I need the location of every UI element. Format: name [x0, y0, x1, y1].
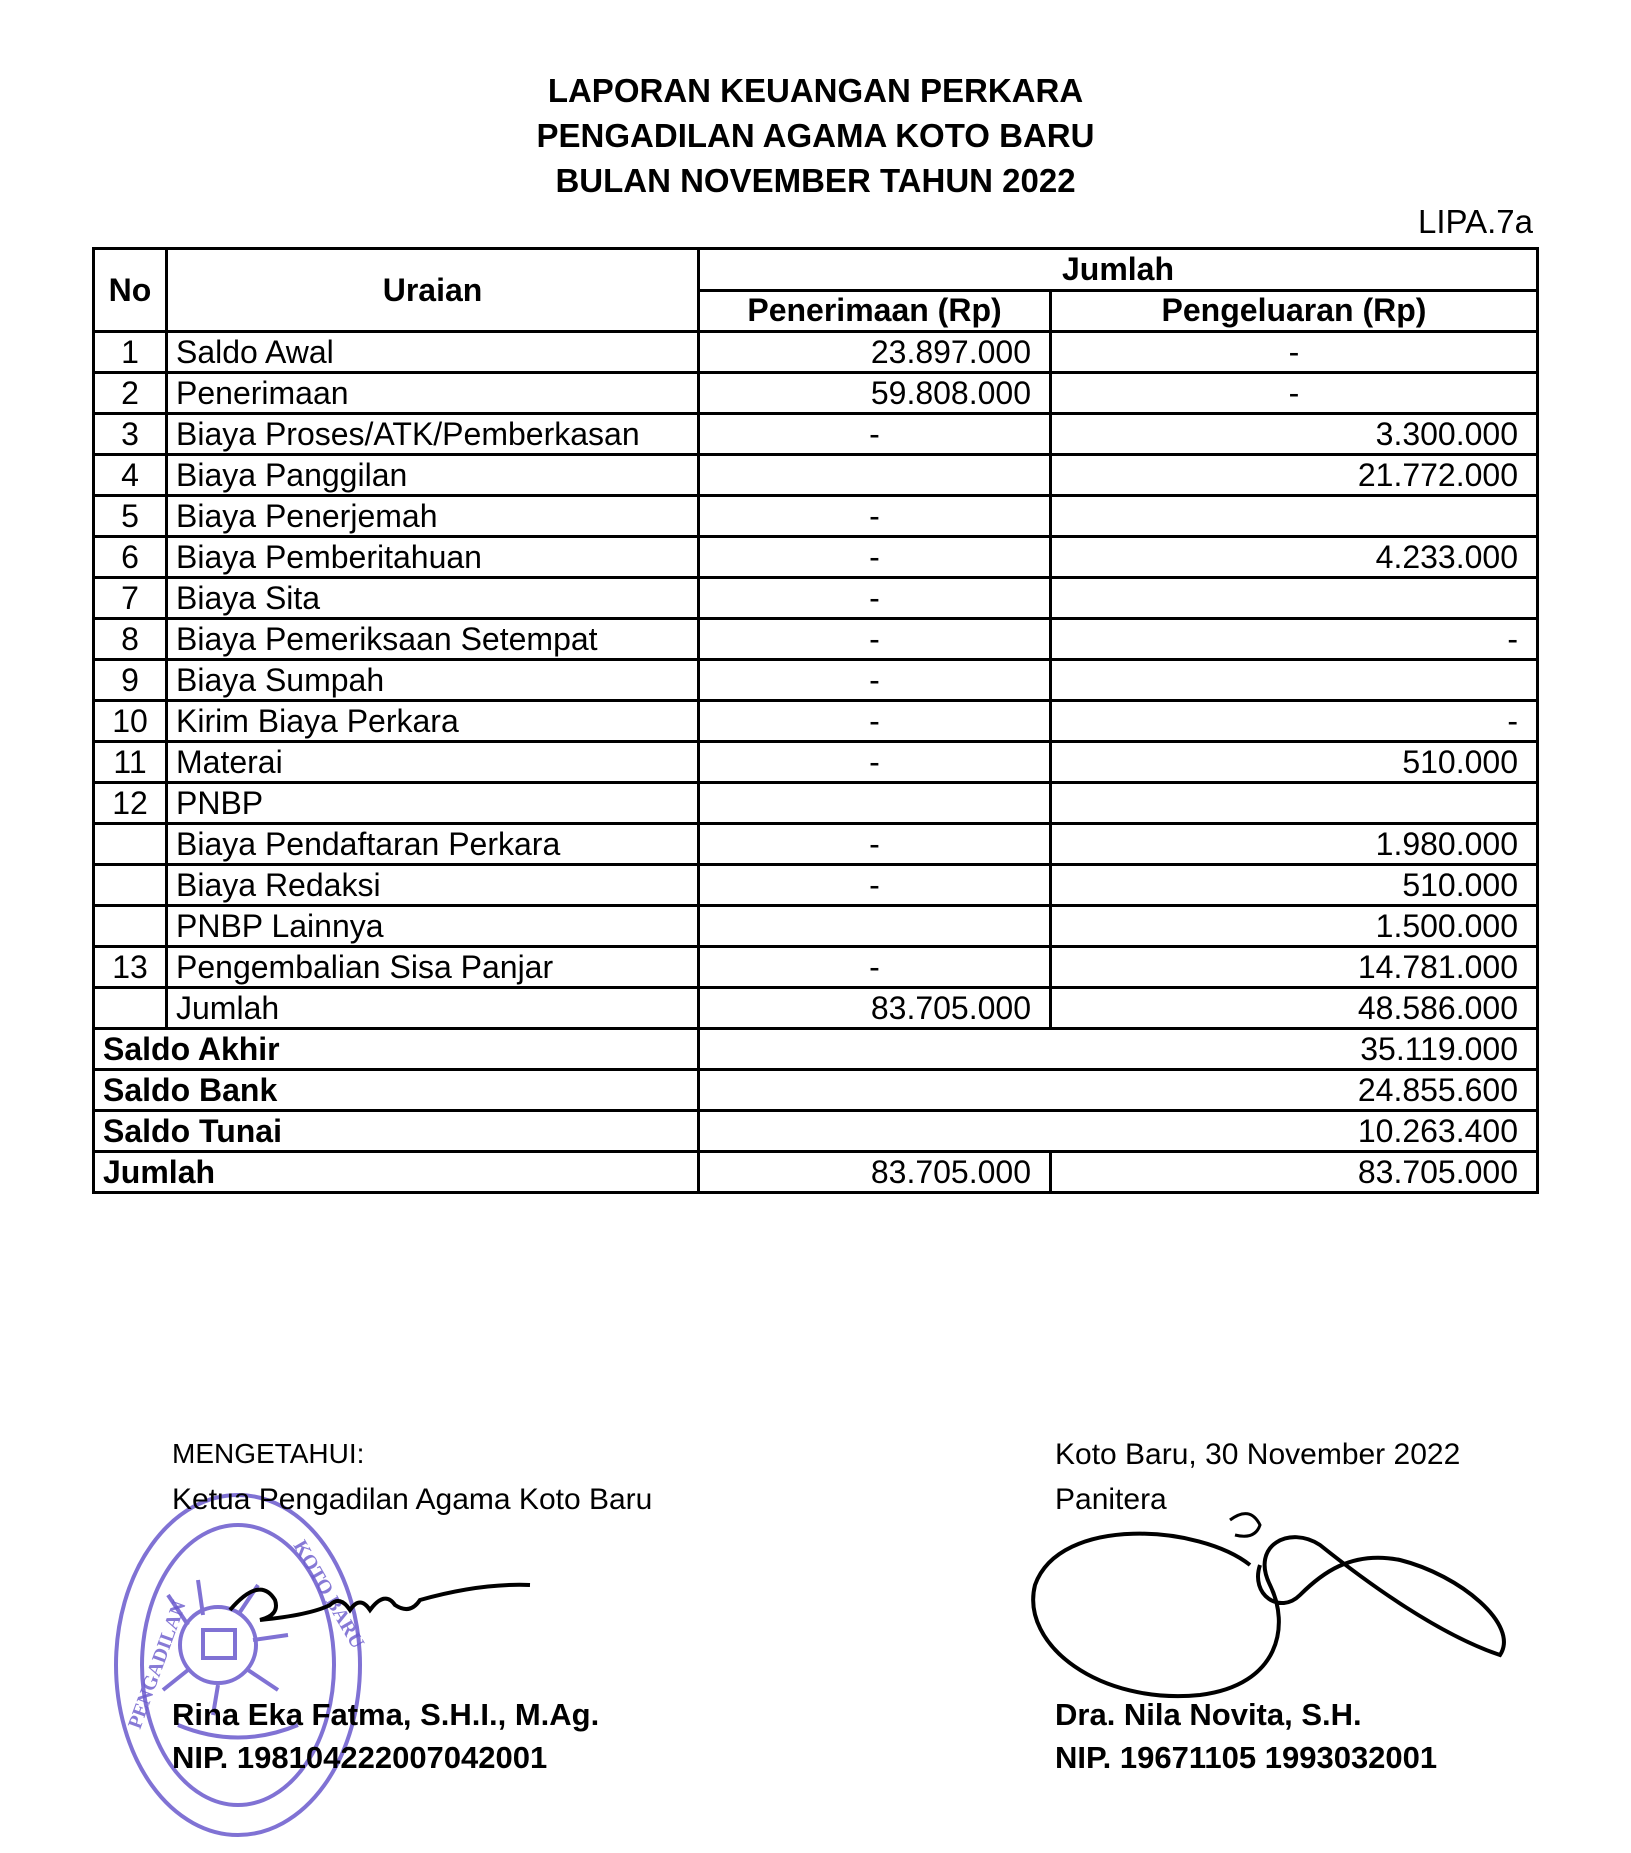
- row-pengeluaran: 510.000: [1051, 865, 1538, 906]
- row-no: [94, 906, 167, 947]
- table-row: [94, 332, 1538, 373]
- row-no: 1: [94, 332, 167, 373]
- row-penerimaan: -: [699, 742, 1051, 783]
- row-penerimaan: -: [699, 660, 1051, 701]
- row-no: 5: [94, 496, 167, 537]
- row-uraian: Biaya Sumpah: [167, 660, 699, 701]
- right-place-date: Koto Baru, 30 November 2022: [1055, 1438, 1461, 1471]
- court-stamp: [108, 1475, 368, 1853]
- row-pengeluaran: 48.586.000: [1051, 988, 1538, 1029]
- header-no: No: [94, 249, 167, 332]
- table-row: [94, 783, 1538, 824]
- saldo-bank-label: Saldo Bank: [94, 1070, 699, 1111]
- row-penerimaan: -: [699, 496, 1051, 537]
- row-penerimaan: [699, 906, 1051, 947]
- row-no: 2: [94, 373, 167, 414]
- row-uraian: PNBP Lainnya: [167, 906, 699, 947]
- row-uraian: Penerimaan: [167, 373, 699, 414]
- row-no: 7: [94, 578, 167, 619]
- row-penerimaan: [699, 455, 1051, 496]
- row-pengeluaran: -: [1051, 373, 1538, 414]
- table-body: [94, 332, 1538, 1029]
- financial-table: [92, 247, 1539, 1194]
- table-row: [94, 578, 1538, 619]
- row-pengeluaran: 4.233.000: [1051, 537, 1538, 578]
- row-uraian: Biaya Proses/ATK/Pemberkasan: [167, 414, 699, 455]
- table-row: [94, 455, 1538, 496]
- row-no: [94, 824, 167, 865]
- row-no: 11: [94, 742, 167, 783]
- row-no: 8: [94, 619, 167, 660]
- row-no: [94, 865, 167, 906]
- row-pengeluaran: 510.000: [1051, 742, 1538, 783]
- svg-text:PENGADILAN: PENGADILAN: [124, 1597, 191, 1732]
- row-pengeluaran: 14.781.000: [1051, 947, 1538, 988]
- svg-text:KOTO BARU: KOTO BARU: [288, 1536, 368, 1653]
- saldo-tunai-row: [94, 1111, 1538, 1152]
- row-no: 9: [94, 660, 167, 701]
- saldo-tunai-value: 10.263.400: [699, 1111, 1538, 1152]
- table-row: [94, 373, 1538, 414]
- saldo-bank-value: 24.855.600: [699, 1070, 1538, 1111]
- row-uraian: Pengembalian Sisa Panjar: [167, 947, 699, 988]
- row-penerimaan: 23.897.000: [699, 332, 1051, 373]
- table-row: [94, 660, 1538, 701]
- report-title-line2: PENGADILAN AGAMA KOTO BARU: [536, 117, 1095, 154]
- left-nip: NIP. 198104222007042001: [172, 1740, 548, 1775]
- row-pengeluaran: 3.300.000: [1051, 414, 1538, 455]
- left-role: Ketua Pengadilan Agama Koto Baru: [172, 1483, 653, 1516]
- row-uraian: PNBP: [167, 783, 699, 824]
- table-row: [94, 988, 1538, 1029]
- signature-right: [1020, 1505, 1520, 1715]
- row-pengeluaran: [1051, 783, 1538, 824]
- right-name: Dra. Nila Novita, S.H.: [1055, 1697, 1362, 1732]
- table-row: [94, 906, 1538, 947]
- row-uraian: Biaya Pendaftaran Perkara: [167, 824, 699, 865]
- saldo-akhir-label: Saldo Akhir: [94, 1029, 699, 1070]
- row-uraian: Biaya Panggilan: [167, 455, 699, 496]
- saldo-akhir-row: [94, 1029, 1538, 1070]
- table-row: [94, 947, 1538, 988]
- table-row: [94, 496, 1538, 537]
- row-penerimaan: -: [699, 824, 1051, 865]
- row-penerimaan: -: [699, 701, 1051, 742]
- row-penerimaan: 59.808.000: [699, 373, 1051, 414]
- header-jumlah: Jumlah: [699, 249, 1538, 291]
- row-penerimaan: -: [699, 578, 1051, 619]
- table-row: [94, 414, 1538, 455]
- row-penerimaan: -: [699, 865, 1051, 906]
- total-pengeluaran: 83.705.000: [1051, 1152, 1538, 1193]
- row-uraian: Biaya Pemberitahuan: [167, 537, 699, 578]
- row-uraian: Biaya Pemeriksaan Setempat: [167, 619, 699, 660]
- row-uraian: Biaya Penerjemah: [167, 496, 699, 537]
- right-nip: NIP. 19671105 1993032001: [1055, 1740, 1438, 1775]
- row-uraian: Biaya Redaksi: [167, 865, 699, 906]
- row-pengeluaran: -: [1051, 701, 1538, 742]
- row-pengeluaran: -: [1051, 619, 1538, 660]
- row-penerimaan: 83.705.000: [699, 988, 1051, 1029]
- header-penerimaan: Penerimaan (Rp): [699, 290, 1051, 332]
- row-no: [94, 988, 167, 1029]
- table-row: [94, 824, 1538, 865]
- row-penerimaan: -: [699, 947, 1051, 988]
- table-row: [94, 619, 1538, 660]
- row-uraian: Jumlah: [167, 988, 699, 1029]
- row-uraian: Materai: [167, 742, 699, 783]
- row-no: 13: [94, 947, 167, 988]
- right-role: Panitera: [1055, 1483, 1167, 1516]
- table-row: [94, 537, 1538, 578]
- header-uraian: Uraian: [167, 249, 699, 332]
- table-row: [94, 865, 1538, 906]
- row-penerimaan: -: [699, 619, 1051, 660]
- total-penerimaan: 83.705.000: [699, 1152, 1051, 1193]
- saldo-bank-row: [94, 1070, 1538, 1111]
- form-code: LIPA.7a: [1418, 203, 1533, 240]
- row-pengeluaran: [1051, 496, 1538, 537]
- total-row: [94, 1152, 1538, 1193]
- row-pengeluaran: 1.980.000: [1051, 824, 1538, 865]
- row-no: 6: [94, 537, 167, 578]
- header-pengeluaran: Pengeluaran (Rp): [1051, 290, 1538, 332]
- report-title-line1: LAPORAN KEUANGAN PERKARA: [547, 72, 1084, 109]
- row-pengeluaran: -: [1051, 332, 1538, 373]
- row-penerimaan: [699, 783, 1051, 824]
- row-uraian: Saldo Awal: [167, 332, 699, 373]
- row-pengeluaran: [1051, 578, 1538, 619]
- saldo-akhir-value: 35.119.000: [699, 1029, 1538, 1070]
- left-heading: MENGETAHUI:: [172, 1438, 365, 1469]
- row-no: 3: [94, 414, 167, 455]
- row-pengeluaran: 21.772.000: [1051, 455, 1538, 496]
- table-row: [94, 701, 1538, 742]
- row-penerimaan: -: [699, 414, 1051, 455]
- saldo-tunai-label: Saldo Tunai: [94, 1111, 699, 1152]
- row-no: 10: [94, 701, 167, 742]
- row-uraian: Biaya Sita: [167, 578, 699, 619]
- table-row: [94, 742, 1538, 783]
- signature-left: [220, 1555, 540, 1645]
- row-uraian: Kirim Biaya Perkara: [167, 701, 699, 742]
- row-no: 12: [94, 783, 167, 824]
- row-penerimaan: -: [699, 537, 1051, 578]
- row-pengeluaran: 1.500.000: [1051, 906, 1538, 947]
- row-pengeluaran: [1051, 660, 1538, 701]
- row-no: 4: [94, 455, 167, 496]
- left-name: Rina Eka Fatma, S.H.I., M.Ag.: [172, 1697, 600, 1732]
- report-title-line3: BULAN NOVEMBER TAHUN 2022: [555, 162, 1076, 199]
- total-label: Jumlah: [94, 1152, 699, 1193]
